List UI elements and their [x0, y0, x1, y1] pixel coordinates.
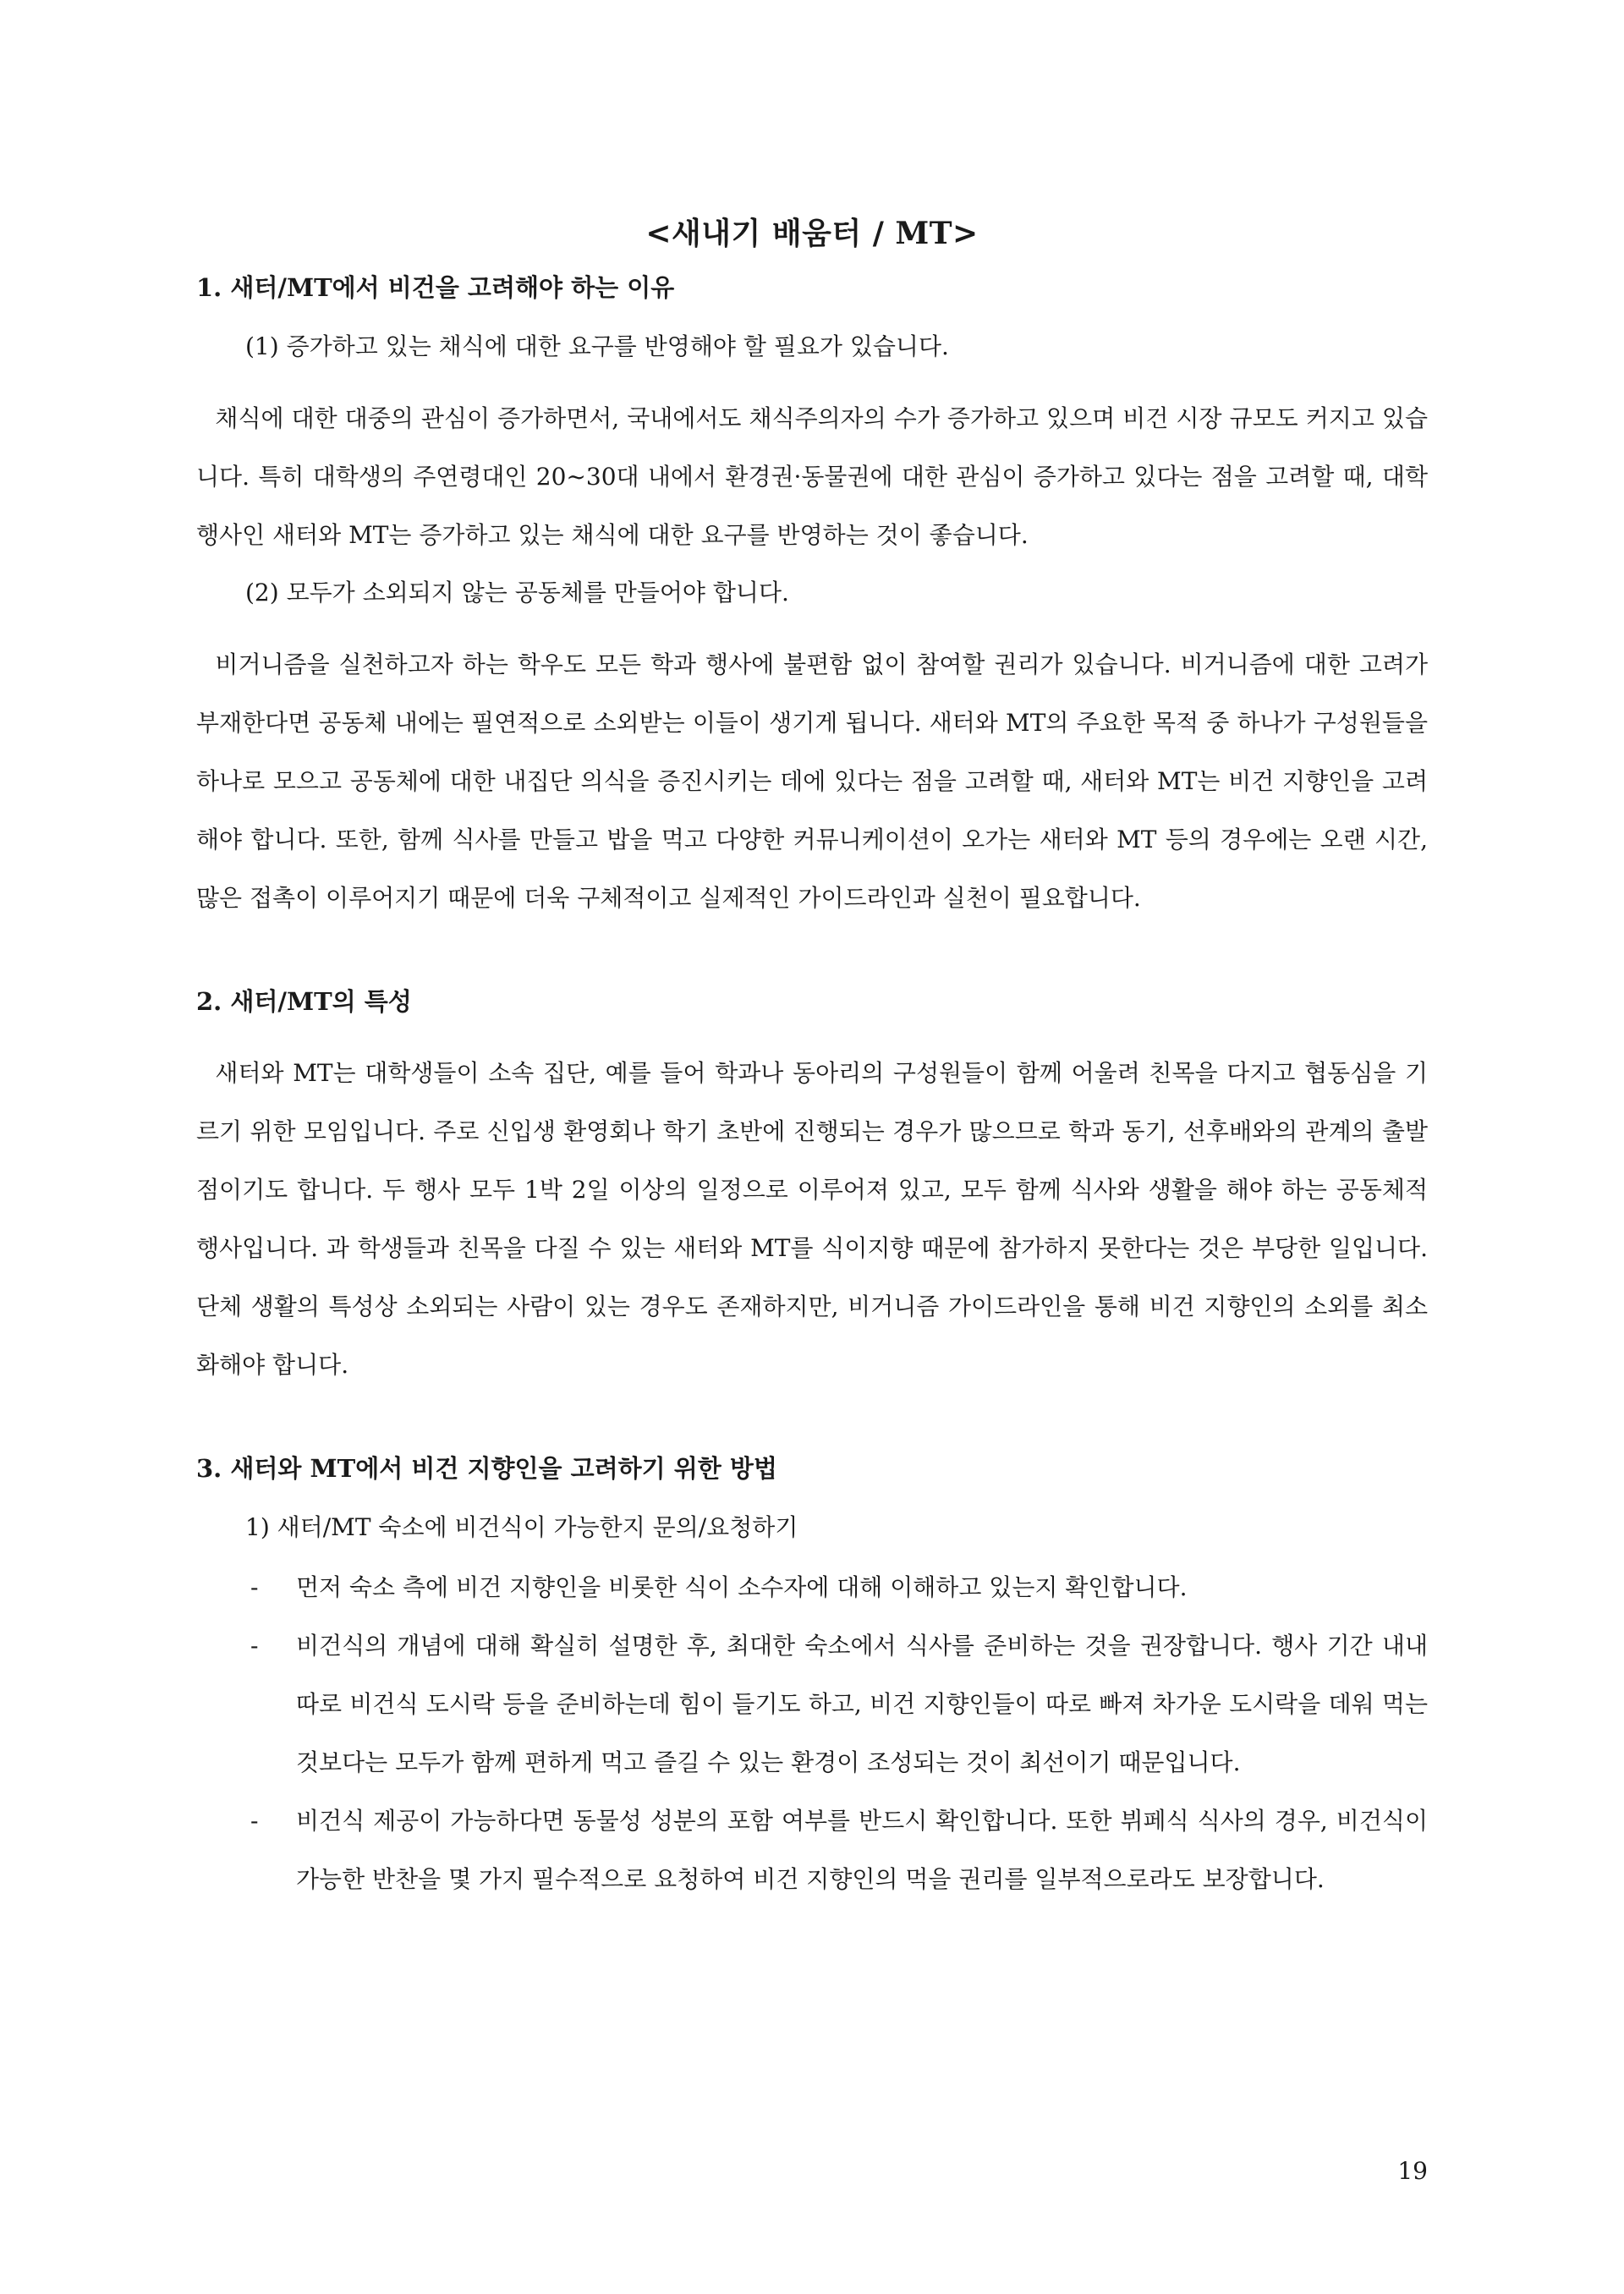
section-1-heading: 1. 새터/MT에서 비건을 고려해야 하는 이유: [196, 273, 675, 302]
page-number: 19: [1397, 2157, 1428, 2185]
dash-marker: -: [250, 1632, 259, 1660]
bullet-item: [196, 1792, 1428, 1908]
section-2-paragraph: 새터와 MT는 대학생들이 소속 집단, 예를 들어 학과나 동아리의 구성원들이 함께 어울려 친목을 다지고 협동심을 기르기 위한 모임입니다. 주로 신입생 환영회나 학기 초반에 진행되는 경우가 많으므로 학과 동기, 선후배와의 관계의 출발점이기도 합니다. 두 행사 모두 1박 2일 이상의 일정으로 이루어져 있고, 모두 함께 식사와 생활을 해야 하는 공동체적 행사입니다. 과 학생들과 친목을 다질 수 있는 새터와 MT를 식이지향 때문에 참가하지 못한다는 것은 부당한 일입니다. 단체 생활의 특성상 소외되는 사람이 있는 경우도 존재하지만, 비거니즘 가이드라인을 통해 비건 지향인의 소외를 최소화해야 합니다.: [196, 1059, 1428, 1379]
section-1-item-2: (2) 모두가 소외되지 않는 공동체를 만들어야 합니다.: [245, 579, 789, 606]
section-2-heading: 2. 새터/MT의 특성: [196, 987, 412, 1016]
dash-marker: -: [250, 1573, 259, 1601]
page-title: <새내기 배움터 / MT>: [645, 216, 979, 251]
bullet-text: 먼저 숙소 측에 비건 지향인을 비롯한 식이 소수자에 대해 이해하고 있는지 확인합니다.: [296, 1573, 1188, 1601]
bullet-item: [196, 1616, 1428, 1792]
section-3-item-1: 1) 새터/MT 숙소에 비건식이 가능한지 문의/요청하기: [245, 1513, 798, 1541]
dash-marker: -: [250, 1807, 259, 1835]
document-body: [196, 271, 1428, 1908]
section-3-heading: 3. 새터와 MT에서 비건 지향인을 고려하기 위한 방법: [196, 1454, 777, 1483]
section-1-paragraph-2: 비거니즘을 실천하고자 하는 학우도 모든 학과 행사에 불편함 없이 참여할 권리가 있습니다. 비거니즘에 대한 고려가 부재한다면 공동체 내에는 필연적으로 소외받는 이들이 생기게 됩니다. 새터와 MT의 주요한 목적 중 하나가 구성원들을 하나로 모으고 공동체에 대한 내집단 의식을 증진시키는 데에 있다는 점을 고려할 때, 새터와 MT는 비건 지향인을 고려해야 합니다. 또한, 함께 식사를 만들고 밥을 먹고 다양한 커뮤니케이션이 오가는 새터와 MT 등의 경우에는 오랜 시간, 많은 접촉이 이루어지기 때문에 더욱 구체적이고 실제적인 가이드라인과 실천이 필요합니다.: [196, 650, 1428, 912]
section-1-paragraph-1: 채식에 대한 대중의 관심이 증가하면서, 국내에서도 채식주의자의 수가 증가하고 있으며 비건 시장 규모도 커지고 있습니다. 특히 대학생의 주연령대인 20~30대 내에서 환경권·동물권에 대한 관심이 증가하고 있다는 점을 고려할 때, 대학 행사인 새터와 MT는 증가하고 있는 채식에 대한 요구를 반영하는 것이 좋습니다.: [196, 404, 1428, 549]
bullet-text: 비건식 제공이 가능하다면 동물성 성분의 포함 여부를 반드시 확인합니다. 또한 뷔페식 식사의 경우, 비건식이 가능한 반찬을 몇 가지 필수적으로 요청하여 비건 지향인의 먹을 권리를 일부적으로라도 보장합니다.: [296, 1807, 1428, 1893]
bullet-item: [196, 1558, 1428, 1616]
section-1: [196, 271, 1428, 927]
bullet-text: 비건식의 개념에 대해 확실히 설명한 후, 최대한 숙소에서 식사를 준비하는 것을 권장합니다. 행사 기간 내내 따로 비건식 도시락 등을 준비하는데 힘이 들기도 하고, 비건 지향인들이 따로 빠져 차가운 도시락을 데워 먹는 것보다는 모두가 함께 편하게 먹고 즐길 수 있는 환경이 조성되는 것이 최선이기 때문입니다.: [296, 1632, 1428, 1776]
section-2: [196, 985, 1428, 1394]
section-3: [196, 1452, 1428, 1908]
section-1-item-1: (1) 증가하고 있는 채식에 대한 요구를 반영해야 할 필요가 있습니다.: [245, 332, 949, 360]
